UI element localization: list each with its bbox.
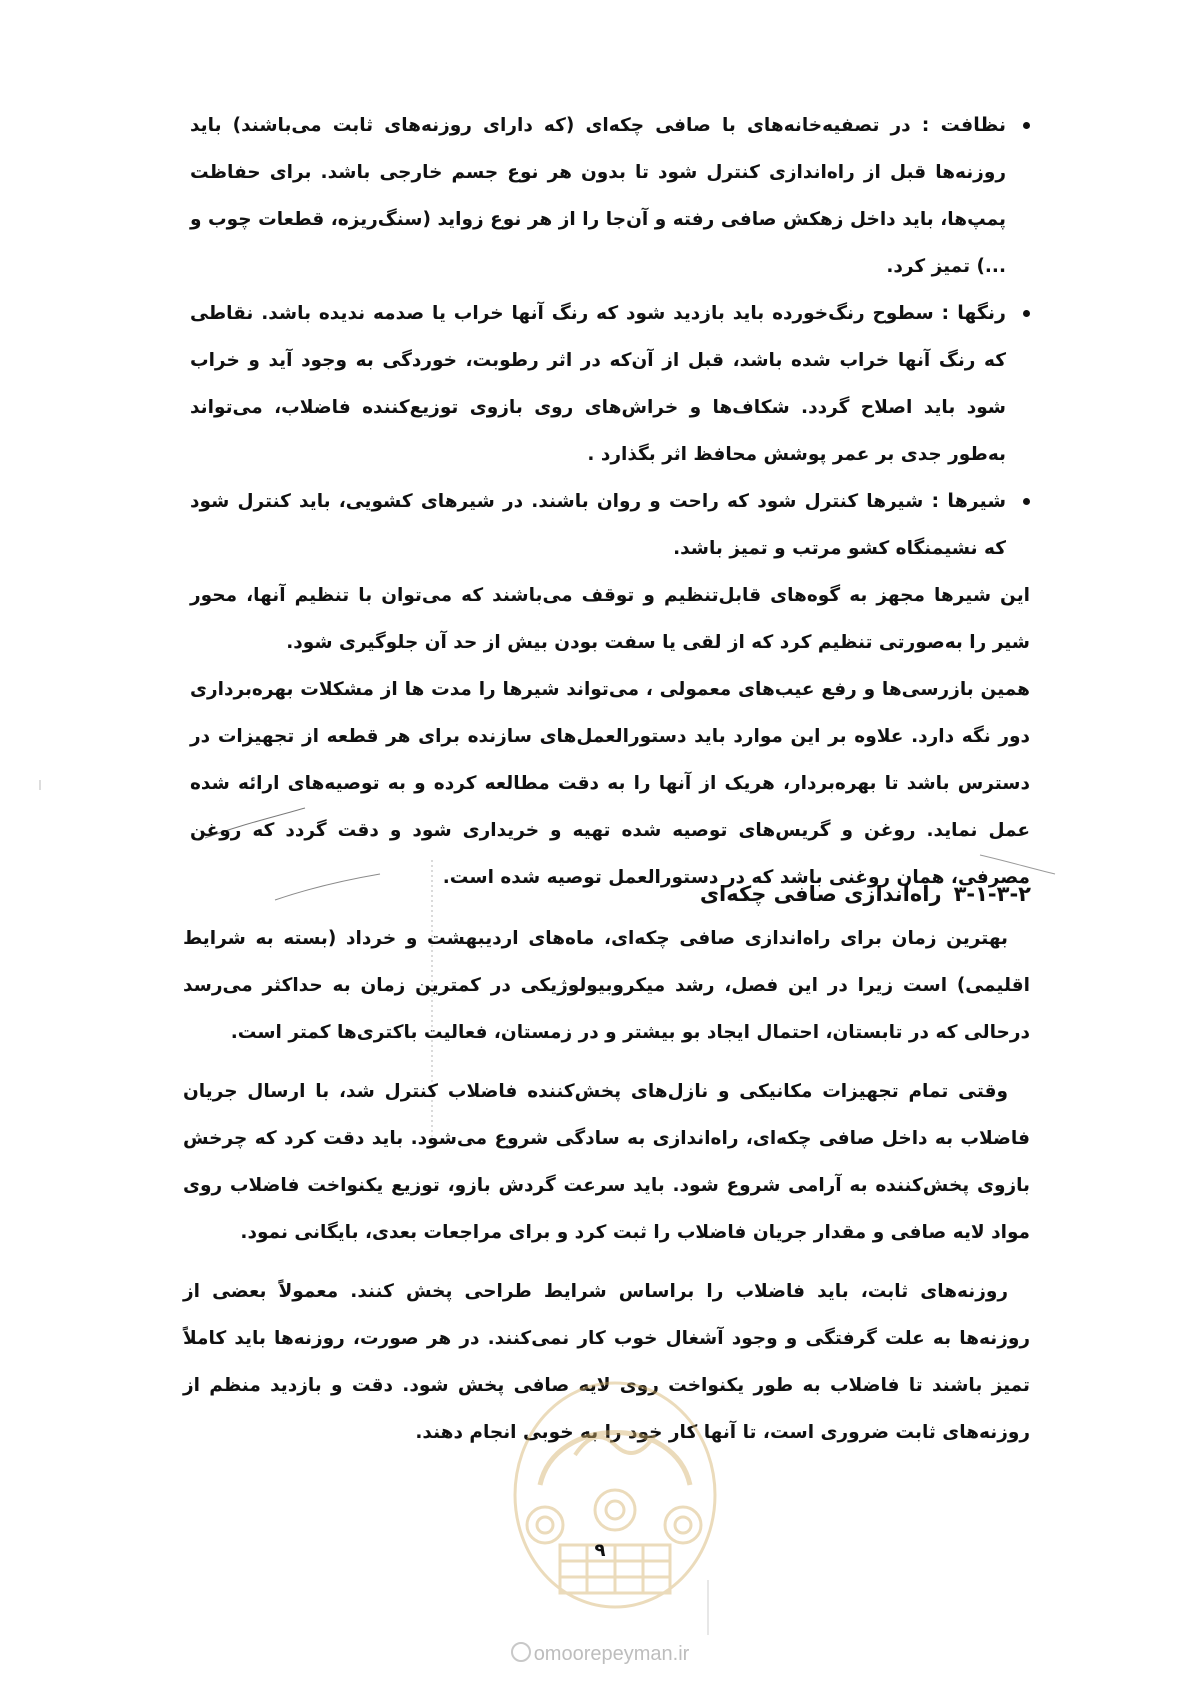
bullet-title: شیرها : xyxy=(931,490,1007,512)
bullet-item-cleanliness xyxy=(190,102,1030,290)
publisher-seal-watermark xyxy=(505,1375,725,1615)
maintenance-bullet-list xyxy=(190,102,1030,901)
section-paragraph: روزنه‌های ثابت، باید فاضلاب را براساس شرایط طراحی پخش کنند. معمولاً بعضی از روزنه‌ها به علت گرفتگی و وجود آشغال خوب کار نمی‌کنند. در هر صورت، روزنه‌ها باید کاملاً تمیز باشند تا فاضلاب به طور یکنواخت روی لایه صافی پخش شود. دقت و بازدید منظم از روزنه‌های ثابت ضروری است، تا آنها کار خود را به خوبی انجام دهند. xyxy=(183,1281,1030,1443)
section-number: ۳-۱-۳-۲ xyxy=(953,882,1031,906)
bullet-dot-icon xyxy=(1023,122,1030,129)
bullet-title: نظافت : xyxy=(921,114,1006,136)
bullet-dot-icon xyxy=(1023,498,1030,505)
site-watermark xyxy=(480,1642,720,1666)
bullet-item-paints xyxy=(190,290,1030,478)
bullet-text: شیرها کنترل شود که راحت و روان باشند. در شیرهای کشویی، باید کنترل شود که نشیمنگاه کشو مرتب و تمیز باشد. xyxy=(190,491,1006,559)
inspection-paragraph: همین بازرسی‌ها و رفع عیب‌های معمولی ، می‌تواند شیرها را مدت ها از مشکلات بهره‌برداری دور نگه دارد. علاوه بر این موارد باید دستورالعمل‌های سازنده برای هر قطعه از تجهیزات در دسترس باشد تا بهره‌بردار، هریک از آنها را به دقت مطالعه کرده و به توصیه‌های ارائه شده عمل نماید. روغن و گریس‌های توصیه شده تهیه و خریداری شود و دقت گردد که روغن مصرفی، همان روغنی باشد که در دستورالعمل توصیه شده است. xyxy=(190,679,1030,888)
bullet-title: رنگها : xyxy=(941,302,1006,324)
bullet-item-valves xyxy=(190,478,1030,572)
section-heading xyxy=(700,882,1031,906)
section-paragraph: بهترین زمان برای راه‌اندازی صافی چکه‌ای، ماه‌های اردیبهشت و خرداد (بسته به شرایط اقلیمی) است زیرا در این فصل، رشد میکروبیولوژیکی در کمترین زمان به حداکثر می‌رسد درحالی که در تابستان، احتمال ایجاد بو بیشتر و در زمستان، فعالیت باکتری‌ها کمتر است. xyxy=(183,928,1030,1043)
site-watermark-text: omoorepeyman.ir xyxy=(533,1643,690,1665)
valve-adjustment-paragraph: این شیرها مجهز به گوه‌های قابل‌تنظیم و توقف می‌باشند که می‌توان با تنظیم آنها، محور شیر را به‌صورتی تنظیم کرد که از لقی یا سفت بودن بیش از حد آن جلوگیری شود. xyxy=(190,585,1030,653)
bullet-text: در تصفیه‌خانه‌های با صافی چکه‌ای (که دارای روزنه‌های ثابت می‌باشند) باید روزنه‌ها قبل از راه‌اندازی کنترل شود تا بدون هر نوع جسم خارجی باشد. برای حفاظت پمپ‌ها، باید داخل زهکش صافی رفته و آن‌جا را از هر نوع زواید (سنگ‌ریزه، قطعات چوب و ...) تمیز کرد. xyxy=(190,115,1006,277)
at-icon xyxy=(511,1642,531,1662)
section-paragraph: وقتی تمام تجهیزات مکانیکی و نازل‌های پخش‌کننده فاضلاب کنترل شد، با ارسال جریان فاضلاب به داخل صافی چکه‌ای، راه‌اندازی به سادگی شروع می‌شود. باید دقت کرد که چرخش بازوی پخش‌کننده به آرامی شروع شود. باید سرعت گردش بازو، توزیع یکنواخت فاضلاب روی مواد لایه صافی و مقدار جریان فاضلاب را ثبت کرد و برای مراجعات بعدی، بایگانی نمود. xyxy=(183,1081,1030,1243)
bullet-dot-icon xyxy=(1023,310,1030,317)
section-title: راه‌اندازی صافی چکه‌ای xyxy=(699,882,942,906)
bullet-text: سطوح رنگ‌خورده باید بازدید شود که رنگ آنها خراب یا صدمه ندیده باشد. نقاطی که رنگ آنها خراب شده باشد، قبل از آن‌که در اثر رطوبت، خوردگی به وجود آید و خراب شود باید اصلاح گردد. شکاف‌ها و خراش‌های روی بازوی توزیع‌کننده فاضلاب، می‌تواند به‌طور جدی بر عمر پوشش محافظ اثر بگذارد . xyxy=(190,303,1006,465)
page-number: ۹ xyxy=(594,1540,606,1561)
